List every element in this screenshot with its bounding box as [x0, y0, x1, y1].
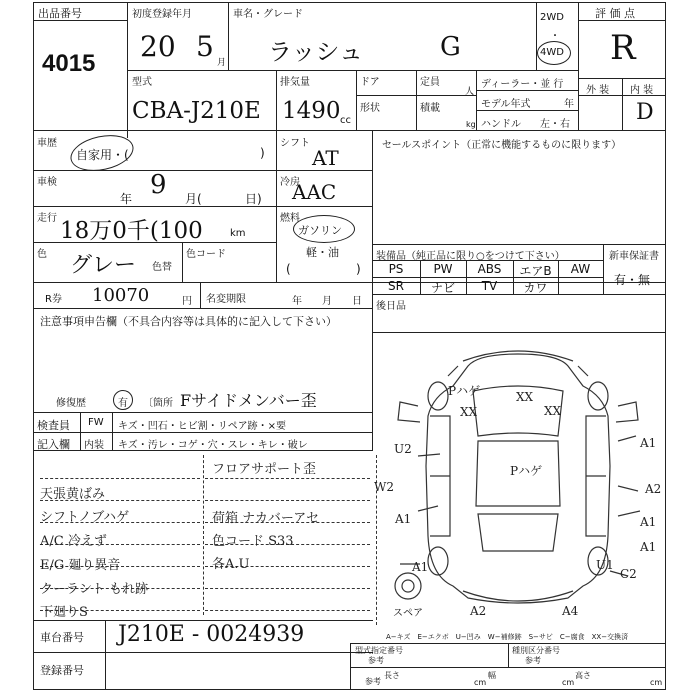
damage-mark: A1 [640, 540, 657, 554]
remark-right-item: 荷箱 ナカバーアセ [212, 511, 320, 526]
ac-value: AAC [292, 180, 337, 204]
length-label: 長さ [384, 671, 400, 680]
remark-right-item: 各A.U [212, 557, 250, 572]
designation-reference: 参考 [368, 656, 384, 665]
inspection-day-unit: 日) [245, 192, 262, 206]
drive-2wd: 2WD [540, 12, 564, 23]
remark-item: フロアサポート歪 [212, 462, 317, 477]
category-number-label: 種別区分番号 [512, 646, 560, 655]
inspection-month-unit: 月( [185, 192, 202, 206]
fuel-open: ( [286, 262, 291, 276]
registration-month-unit: 月 [217, 58, 227, 68]
deadline-day: 日 [352, 296, 362, 307]
car-name: ラッシュ [268, 38, 364, 66]
car-diagram [378, 336, 666, 626]
repair-history-label: 修復歴 [56, 398, 86, 409]
displacement-value: 1490 [282, 98, 341, 124]
repair-part-label: 〔箇所 [143, 398, 173, 409]
damage-mark: A1 [395, 512, 412, 526]
ac-label: 冷房 [280, 177, 300, 188]
notes-label: 注意事項申告欄（不具合内容等は具体的に記入して下さい） [40, 315, 337, 328]
color-code-label: 色コード [186, 249, 226, 260]
color-label: 色 [37, 249, 47, 260]
equipment-sr: SR [388, 279, 404, 293]
inspection-label: 車検 [37, 177, 57, 188]
lot-number: 4015 [42, 50, 96, 77]
damage-mark: Pハゲ [448, 384, 481, 398]
car-grade: G [440, 32, 461, 62]
remark-item: クーラント もれ跡 [40, 582, 149, 597]
interior-inspection-label: 内装 [84, 440, 104, 451]
displacement-label: 排気量 [280, 77, 310, 88]
equipment-pw: PW [433, 262, 453, 276]
load-unit: kg [466, 120, 476, 129]
damage-mark: W2 [374, 480, 394, 494]
fw-label: FW [88, 417, 104, 428]
shift-value: AT [312, 146, 339, 170]
height-unit: cm [650, 678, 663, 687]
color-value: グレー [70, 253, 137, 278]
designation-number-label: 型式指定番号 [355, 646, 403, 655]
repair-history-mark: 有 [118, 398, 128, 409]
deadline-month: 月 [322, 296, 332, 307]
inspector-label: 検査員 [37, 419, 70, 432]
displacement-unit: cc [340, 115, 351, 126]
repaint-label: 色替 [152, 262, 172, 273]
height-label: 高さ [575, 671, 591, 680]
drive-4wd: 4WD [540, 47, 564, 58]
repair-mark-circle [113, 390, 133, 410]
handle-label: ハンドル [481, 119, 521, 130]
fuel-label: 燃料 [280, 213, 300, 224]
damage-mark: XX [516, 390, 534, 404]
model-year-unit: 年 [564, 99, 574, 110]
entry-label: 記入欄 [37, 438, 70, 451]
mileage-unit: km [230, 228, 246, 239]
warranty-label: 新車保証書 [609, 251, 659, 262]
damage-mark: XX [544, 404, 562, 418]
warranty-value: 有・無 [614, 273, 651, 287]
damage-mark: A2 [645, 482, 662, 496]
length-unit: cm [474, 678, 487, 687]
repair-part-value: Fサイドメンバー歪 [180, 391, 317, 410]
r-ticket-value: 10070 [92, 285, 150, 306]
interior-label: 内 装 [630, 85, 654, 96]
door-label: ドア [360, 77, 380, 88]
inspection-month-value: 9 [150, 170, 167, 200]
fuel-gas-circle [293, 215, 355, 243]
history-label: 車歴 [37, 138, 57, 149]
evaluation-label: 評 価 点 [595, 7, 635, 20]
remark-item: E/G 廻り異音 [40, 558, 121, 573]
deadline-year: 年 [292, 296, 302, 307]
damage-mark: C2 [620, 567, 637, 581]
drive-4wd-circle [537, 41, 571, 65]
equipment-tv: TV [481, 279, 498, 293]
damage-mark: XX [460, 405, 478, 419]
handle-value: 左・右 [540, 119, 570, 130]
chassis-number-label: 車台番号 [40, 631, 84, 644]
sales-point-label: セールスポイント（正常に機能するものに限ります） [382, 140, 622, 151]
equipment-label: 装備品（純正品に限り○をつけて下さい） [376, 251, 565, 262]
interior-score: D [636, 100, 654, 125]
registration-number-label: 登録番号 [40, 664, 84, 677]
damage-mark: A1 [640, 436, 657, 450]
mileage-value: 18万0千(100 [60, 218, 203, 244]
equipment-ps: PS [388, 262, 404, 276]
damage-mark: A2 [470, 604, 487, 618]
equipment-airbag: エアB [519, 264, 552, 278]
inspection-year-unit: 年 [120, 192, 133, 206]
registration-month: 5 [196, 30, 214, 63]
interior-items: キズ・汚レ・コゲ・穴・スレ・キレ・破レ [118, 440, 308, 451]
shape-label: 形状 [360, 103, 380, 114]
load-label: 積載 [420, 103, 440, 114]
history-value: 自家用・( [76, 148, 129, 162]
fw-items: キズ・凹石・ヒビ割・リペア跡・×要 [118, 421, 286, 432]
lot-label: 出品番号 [38, 7, 82, 20]
fuel-gas: ガソリン [298, 224, 342, 237]
equipment-aw: AW [570, 262, 591, 276]
category-reference: 参考 [525, 656, 541, 665]
width-unit: cm [562, 678, 575, 687]
remark-item: 下廻りS [40, 605, 88, 620]
history-close: ) [260, 146, 265, 160]
damage-legend: A−キズ E−エクボ U−凹み W−補修跡 S−サビ C−腐食 XX−交換済 [386, 633, 629, 641]
damage-mark: A4 [562, 604, 579, 618]
spare-tire-label: スペア [393, 608, 423, 619]
model-label: 型式 [132, 77, 152, 88]
model-year-label: モデル年式 [481, 99, 531, 110]
registration-label: 初度登録年月 [132, 9, 192, 20]
exterior-label: 外 装 [586, 85, 610, 96]
capacity-unit: 人 [465, 87, 475, 97]
fuel-light: 軽・油 [306, 246, 339, 259]
equipment-navi: ナビ [430, 281, 455, 295]
r-ticket-yen: 円 [182, 296, 192, 307]
after-items-label: 後日品 [376, 301, 406, 312]
damage-mark: A1 [412, 560, 429, 574]
chassis-number-value: J210E - 0024939 [118, 622, 305, 647]
name-change-deadline-label: 名変期限 [206, 294, 246, 305]
fuel-close: ) [356, 262, 361, 276]
capacity-label: 定員 [420, 77, 440, 88]
width-label: 幅 [488, 671, 496, 680]
drive-dot: ・ [550, 31, 560, 42]
remark-right-item: 色コード S33 [212, 534, 294, 549]
damage-mark: Pハゲ [510, 464, 543, 478]
equipment-leather: カワ [523, 281, 548, 295]
mileage-label: 走行 [37, 213, 57, 224]
car-name-label: 車名・グレード [233, 9, 303, 20]
model-code: CBA-J210E [132, 98, 261, 124]
damage-mark: U2 [394, 442, 412, 456]
remark-item: シフトノブハゲ [40, 510, 130, 525]
damage-mark: A1 [640, 515, 657, 529]
remark-item: 天張黄ばみ [40, 487, 106, 502]
remark-item: A/C 冷えず [40, 534, 107, 549]
evaluation-score: R [610, 28, 636, 68]
equipment-abs: ABS [477, 262, 502, 276]
shift-label: シフト [280, 138, 310, 149]
r-ticket-label: R券 [45, 294, 62, 305]
dealer-label: ディーラー・並 行 [481, 79, 564, 90]
damage-mark: U1 [596, 558, 614, 572]
registration-year: 20 [140, 30, 176, 63]
size-reference: 参考 [365, 677, 381, 686]
